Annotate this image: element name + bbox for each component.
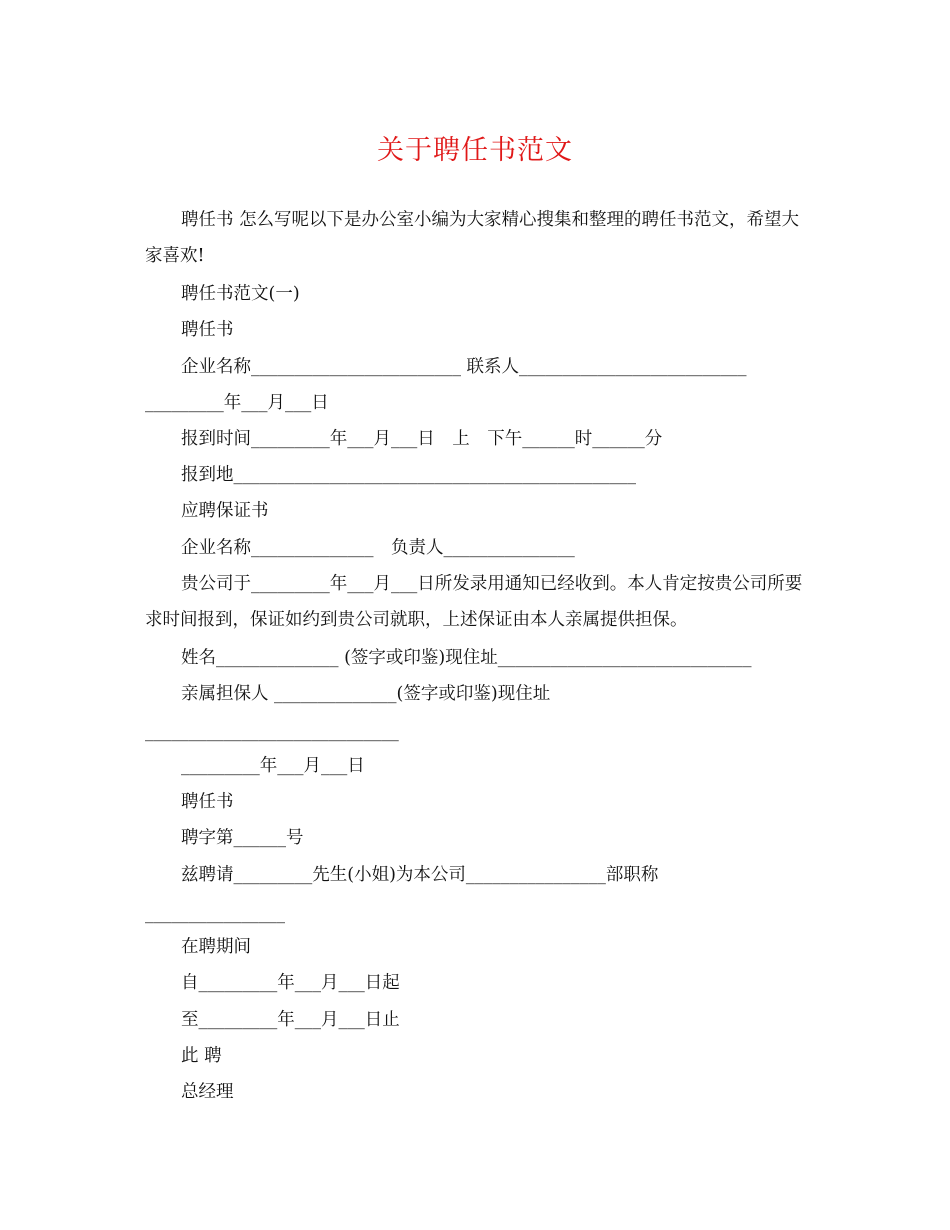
- hereby-appoint-line: 此 聘: [181, 1046, 222, 1066]
- sample-heading: 聘任书范文(一): [181, 284, 300, 304]
- term-start-line: 自_________年___月___日起: [181, 973, 400, 993]
- hire-line: 兹聘请_________先生(小姐)为本公司________________部职称: [181, 865, 659, 885]
- date-line-2: _________年___月___日: [181, 756, 365, 776]
- general-manager-line: 总经理: [181, 1082, 234, 1102]
- name-address-line: 姓名______________ (签字或印鉴)现住址_____________________________: [181, 648, 752, 668]
- guarantee-paragraph: 贵公司于_________年___月___日所发录用通知已经收到。本人肯定按贵公司所要求时间报到，保证如约到贵公司就职，上述保证由本人亲属提供担保。: [145, 574, 803, 630]
- report-place-line: 报到地______________________________________________: [181, 465, 636, 485]
- company-contact-line: 企业名称________________________ 联系人__________________________: [181, 357, 747, 377]
- intro-paragraph: 聘任书 怎么写呢以下是办公室小编为大家精心搜集和整理的聘任书范文，希望大家喜欢!: [145, 210, 800, 266]
- title-blank-line: ________________: [145, 904, 285, 924]
- report-time-line: 报到时间_________年___月___日 上 下午______时______分: [181, 429, 663, 449]
- term-end-line: 至_________年___月___日止: [181, 1010, 400, 1030]
- appointment-heading: 聘任书: [181, 320, 234, 340]
- term-heading: 在聘期间: [181, 937, 251, 957]
- relative-guarantor-line: 亲属担保人 ______________(签字或印鉴)现住址: [181, 684, 551, 704]
- document-title: 关于聘任书范文: [377, 135, 573, 166]
- appointment-heading-2: 聘任书: [181, 792, 234, 812]
- appointment-number-line: 聘字第______号: [181, 828, 304, 848]
- company-manager-line: 企业名称______________ 负责人_______________: [181, 538, 575, 558]
- address-blank-line: _____________________________: [145, 722, 399, 742]
- date-line: _________年___月___日: [145, 393, 329, 413]
- guarantee-heading: 应聘保证书: [181, 501, 269, 521]
